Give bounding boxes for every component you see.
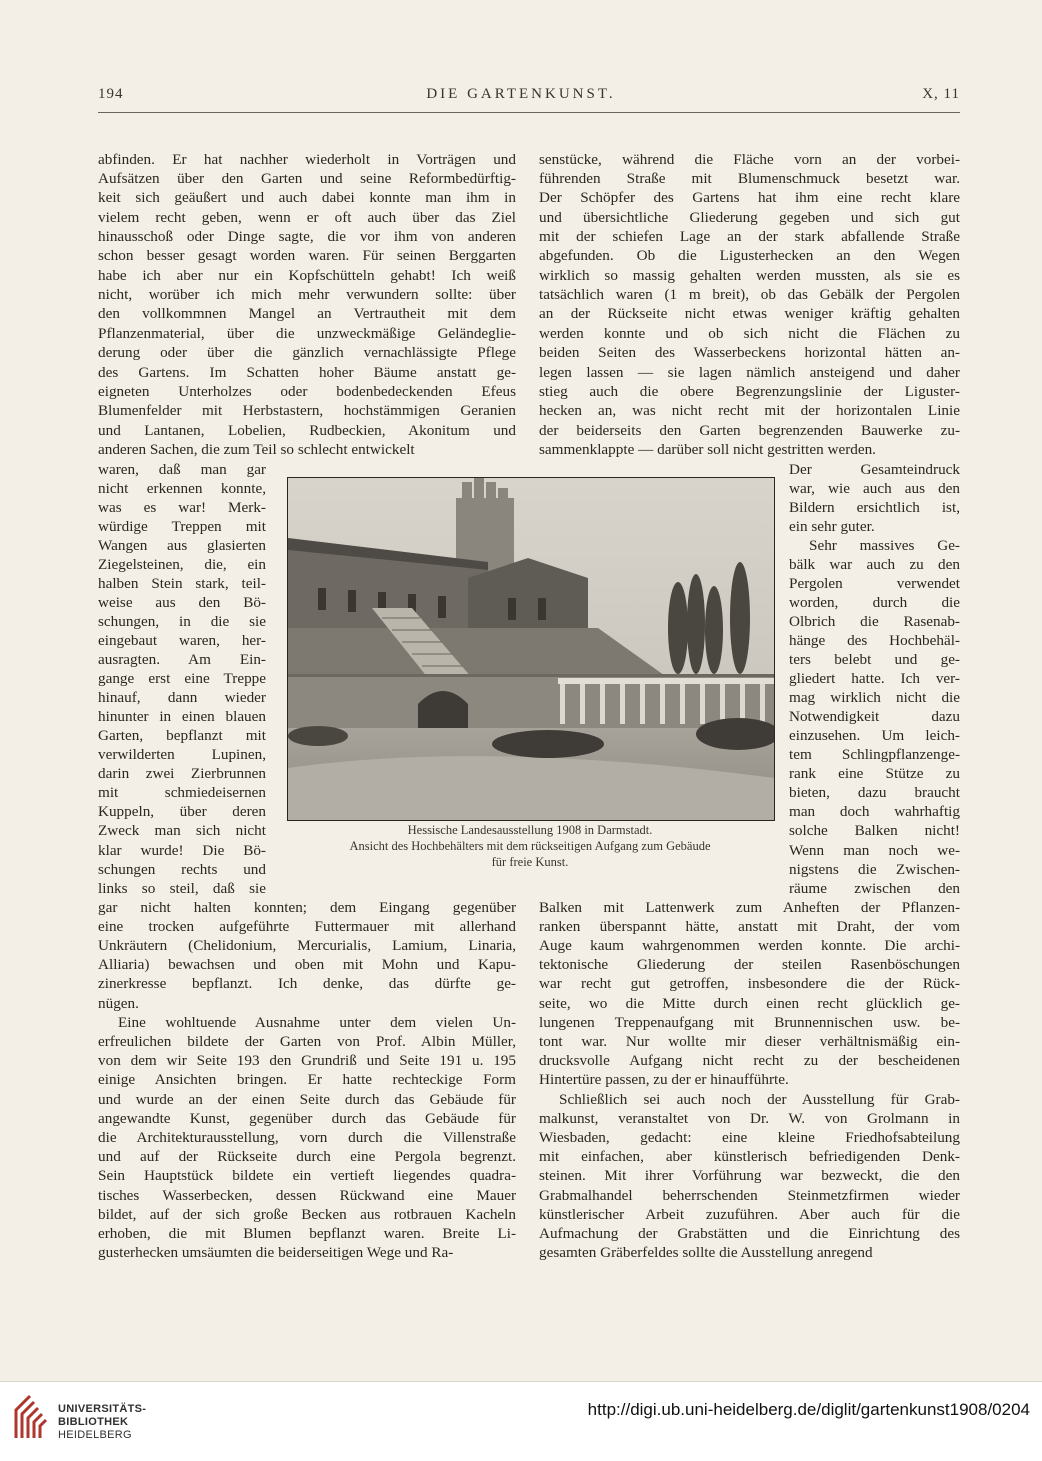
- volume-number: X, 11: [922, 86, 960, 102]
- text-line: Notwendigkeit dazu: [789, 708, 960, 726]
- text-line: hänge des Hochbehäl-: [789, 631, 960, 649]
- figure-caption-line2: Ansicht des Hochbehälters mit dem rückseitigen Aufgang zum Gebäude: [349, 839, 711, 853]
- text-line: erfreulichen bildete der Garten von Prof. Albin Müller,: [98, 1032, 516, 1050]
- photo-illustration: [288, 478, 774, 820]
- text-line: nigstens die Zwischen-: [789, 860, 960, 878]
- text-line: und übersichtliche Gliederung gegeben und sich gut: [539, 208, 960, 226]
- text-line: die Architekturausstellung, vorn durch die Villenstraße: [98, 1128, 516, 1146]
- text-line: Der Gesamteindruck: [789, 460, 960, 478]
- text-line: Aufmachung der Grabstätten und die Einrichtung des: [539, 1224, 960, 1242]
- text-line: seite, wo die Mitte durch einen recht glücklich ge-: [539, 994, 960, 1012]
- text-line: beiden Seiten des Wasserbeckens horizontal hätten an-: [539, 344, 960, 362]
- text-line: ein sehr guter.: [789, 517, 875, 535]
- text-line: hinauf, dann wieder: [98, 689, 266, 707]
- text-line: Schließlich sei auch noch der Ausstellung für Grab-: [559, 1090, 960, 1108]
- exhibition-photo: [287, 477, 775, 821]
- text-line: ters belebt und ge-: [789, 651, 960, 668]
- text-line: links so steil, daß sie: [98, 879, 266, 897]
- text-line: von dem wir Seite 193 den Grundriß und Seite 191 u. 195: [98, 1052, 516, 1070]
- text-line: weise aus den Bö-: [98, 593, 266, 611]
- text-line: klar wurde! Die Bö-: [98, 841, 266, 859]
- text-line: gusterhecken umsäumten die beiderseitigen Wege und Ra-: [98, 1244, 454, 1262]
- footer-bar: [0, 1382, 1042, 1461]
- text-line: Wangen aus glasierten: [98, 536, 266, 554]
- text-line: Grabmalhandel beherrschenden Steinmetzfirmen wieder: [539, 1186, 960, 1204]
- text-line: Ziegelsteinen, die, ein: [98, 555, 266, 573]
- text-line: bildet, auf der sich große Becken aus rotbrauen Kacheln: [98, 1205, 516, 1223]
- text-line: zinerkresse bepflanzt. Ich denke, das dürfte ge-: [98, 975, 516, 993]
- text-line: wirklich so massig gehalten werden mussten, als sie es: [539, 266, 960, 284]
- text-line: tektonische Gliederung der steilen Rasenböschungen: [539, 956, 960, 974]
- text-line: Zweck man sich nicht: [98, 822, 266, 840]
- text-line: Balken mit Lattenwerk zum Anheften der Pflanzen-: [539, 898, 960, 916]
- figure-caption-line1: Hessische Landesausstellung 1908 in Darmstadt.: [407, 823, 653, 837]
- text-line: Alliaria) bewachsen und oben mit Mohn und Kapu-: [98, 956, 516, 974]
- text-line: Der Schöpfer des Gartens hat ihm eine recht klare: [539, 189, 960, 207]
- text-line: Wenn man noch we-: [789, 841, 960, 859]
- text-line: Blumenfelder mit Herbstastern, hochstämmigen Geranien: [98, 402, 516, 420]
- text-line: bieten, dazu braucht: [789, 784, 960, 802]
- text-line: sammenklappte — darüber soll nicht gestritten werden.: [539, 441, 876, 459]
- text-line: führenden Straße mit Blumenschmuck besetzt war.: [539, 169, 960, 187]
- text-line: Unkräutern (Chelidonium, Mercurialis, Lamium, Linaria,: [98, 936, 516, 954]
- text-line: man doch wahrhaftig: [789, 803, 960, 821]
- text-line: den vollkommnen Mangel an Vertrautheit mit dem: [98, 305, 516, 323]
- text-line: eine trocken aufgeführte Futtermauer mit allerhand: [98, 917, 516, 935]
- text-line: würdige Treppen mit: [98, 517, 266, 535]
- text-line: keit sich geäußert und auch dabei konnte man ihm in: [98, 189, 516, 207]
- text-line: derung oder über die gänzlich vernachlässigte Pflege: [98, 344, 516, 362]
- page-number: 194: [98, 86, 124, 102]
- text-line: war, wie auch aus den: [789, 479, 960, 497]
- text-line: Pergolen verwendet: [789, 574, 960, 592]
- text-line: schungen rechts und: [98, 860, 266, 878]
- text-line: hecken an, was nicht recht mit der horizontalen Linie: [539, 402, 960, 420]
- text-line: mit der schiefen Lage an der stark abfallende Straße: [539, 227, 960, 245]
- text-line: Aufsätzen über den Garten und seine Reformbedürftig-: [98, 169, 516, 187]
- text-line: und wurde an der einen Seite durch das Gebäude für: [98, 1090, 516, 1108]
- text-line: Wiesbaden, gedacht: eine kleine Friedhofsabteilung: [539, 1128, 960, 1146]
- text-line: stieg auch die obere Begrenzungslinie der Liguster-: [539, 382, 960, 400]
- text-line: solche Balken nicht!: [789, 822, 960, 840]
- text-line: ausragten. Am Ein-: [98, 651, 266, 668]
- text-line: rank eine Stütze zu: [789, 765, 960, 783]
- library-name-line3: HEIDELBERG: [58, 1429, 132, 1441]
- text-line: vielem recht geben, wenn er oft auch über das Ziel: [98, 208, 516, 226]
- text-line: schon besser gesagt worden waren. Für seinen Berggarten: [98, 247, 516, 265]
- text-line: Olbrich die Rasenab-: [789, 612, 960, 630]
- text-line: lungenen Treppenaufgang mit Brunnennischen usw. be-: [539, 1013, 960, 1031]
- text-line: nicht, worüber ich mich mehr verwundern sollte: über: [98, 286, 516, 304]
- text-line: mag wirklich nicht die: [789, 689, 960, 707]
- text-line: Garten, bepflanzt mit: [98, 727, 266, 745]
- text-line: an der Rückseite nicht etwas weniger kräftig gehalten: [539, 305, 960, 323]
- text-line: war recht gut getroffen, insbesondere die der Rück-: [539, 975, 960, 993]
- figure-caption-line3: für freie Kunst.: [491, 855, 569, 869]
- text-line: waren, daß man gar: [98, 460, 266, 478]
- text-line: Sein Hauptstück bildete ein vertieft liegendes quadra-: [98, 1167, 516, 1185]
- text-line: nicht erkennen konnte,: [98, 479, 266, 497]
- text-line: abgefunden. Ob die Ligusterhecken an den Wegen: [539, 247, 960, 265]
- text-line: gliedert hatte. Ich ver-: [789, 670, 960, 688]
- header-rule: [98, 112, 960, 113]
- text-line: Sehr massives Ge-: [809, 536, 960, 554]
- text-line: nügen.: [98, 994, 139, 1012]
- text-line: gar nicht halten konnten; dem Eingang gegenüber: [98, 898, 516, 916]
- text-line: tisches Wasserbecken, dessen Rückwand eine Mauer: [98, 1186, 516, 1204]
- text-line: worden, durch die: [789, 593, 960, 611]
- text-line: einige Ansichten bringen. Er hatte rechteckige Form: [98, 1071, 516, 1089]
- text-line: anderen Sachen, die zum Teil so schlecht entwickelt: [98, 441, 415, 459]
- text-line: werden konnte und ob sich nicht die Flächen zu: [539, 324, 960, 342]
- text-line: eingebaut waren, her-: [98, 631, 266, 649]
- text-line: legen lassen — sie lagen nämlich ansteigend und daher: [539, 363, 960, 381]
- text-line: des Gartens. Im Schatten hoher Bäume anstatt ge-: [98, 363, 516, 381]
- text-line: mit einfachen, aber künstlerisch befriedigenden Denk-: [539, 1148, 960, 1166]
- text-line: angewandte Kunst, gegenüber durch das Gebäude für: [98, 1109, 516, 1127]
- text-line: einzusehen. Um leich-: [789, 727, 960, 745]
- text-line: drucksvolle Aufgang nicht recht zu der bescheidenen: [539, 1052, 960, 1070]
- text-line: senstücke, während die Fläche vorn an der vorbei-: [539, 150, 960, 168]
- text-line: darin zwei Zierbrunnen: [98, 765, 266, 783]
- text-line: Pflanzenmaterial, über die unzweckmäßige Geländeglie-: [98, 324, 516, 342]
- text-line: Kuppeln, über deren: [98, 803, 266, 821]
- text-line: der beiderseits den Garten begrenzenden Bauwerke zu-: [539, 421, 960, 439]
- text-line: halben Stein stark, teil-: [98, 574, 266, 592]
- text-line: gange erst eine Treppe: [98, 670, 266, 688]
- text-line: verwilderten Lupinen,: [98, 746, 266, 764]
- footer-rule: [0, 1381, 1042, 1382]
- text-line: malkunst, veranstaltet von Dr. W. von Grolmann in: [539, 1109, 960, 1127]
- text-line: Auge kaum wahrgenommen werden konnte. Die archi-: [539, 936, 960, 954]
- source-url-link[interactable]: http://digi.ub.uni-heidelberg.de/diglit/gartenkunst1908/0204: [587, 1400, 1030, 1419]
- text-line: gesamten Gräberfeldes sollte die Ausstellung anregend: [539, 1244, 873, 1262]
- text-line: und Lantanen, Lobelien, Rudbeckien, Akonitum und: [98, 421, 516, 439]
- text-line: tont war. Nur wollte mir dieser verhältnismäßig ein-: [539, 1032, 960, 1050]
- text-line: schungen, in die sie: [98, 612, 266, 630]
- text-line: räume zwischen den: [789, 879, 960, 897]
- text-line: ranken überspannt hätte, anstatt mit Draht, der vom: [539, 917, 960, 935]
- library-name-line2: BIBLIOTHEK: [58, 1416, 129, 1428]
- library-logo-icon: [12, 1392, 52, 1442]
- text-line: erhoben, die mit Blumen bepflanzt waren. Breite Li-: [98, 1224, 516, 1242]
- text-line: was es war! Merk-: [98, 498, 266, 516]
- text-line: abfinden. Er hat nachher wiederholt in Vorträgen und: [98, 150, 516, 168]
- text-line: tatsächlich waren (1 m breit), ob das Gebälk der Pergolen: [539, 286, 960, 304]
- text-line: mit schmiedeisernen: [98, 784, 266, 802]
- text-line: Hintertüre passen, zu der er hinaufführte.: [539, 1071, 789, 1089]
- text-line: künstlerischer Arbeit zuzuführen. Aber auch für die: [539, 1205, 960, 1223]
- library-name-line1: UNIVERSITÄTS-: [58, 1403, 147, 1415]
- text-line: hinausschoß oder Dinge sagte, die vor ihm von anderen: [98, 227, 516, 245]
- text-line: eigneten Unterholzes oder bodenbedeckenden Efeus: [98, 382, 516, 400]
- text-line: Bildern ersichtlich ist,: [789, 498, 960, 516]
- text-line: hinunter in einen blauen: [98, 708, 266, 726]
- text-line: und auf der Rückseite durch eine Pergola begrenzt.: [98, 1148, 516, 1166]
- text-line: Eine wohltuende Ausnahme unter dem vielen Un-: [118, 1013, 516, 1031]
- text-line: steinen. Mit ihrer Vorführung war bezweckt, die den: [539, 1167, 960, 1185]
- journal-title: DIE GARTENKUNST.: [426, 86, 616, 102]
- text-line: tem Schlingpflanzenge-: [789, 746, 960, 764]
- text-line: habe ich aber nur ein Kopfschütteln gehabt! Ich weiß: [98, 266, 516, 284]
- text-line: bälk war auch zu den: [789, 555, 960, 573]
